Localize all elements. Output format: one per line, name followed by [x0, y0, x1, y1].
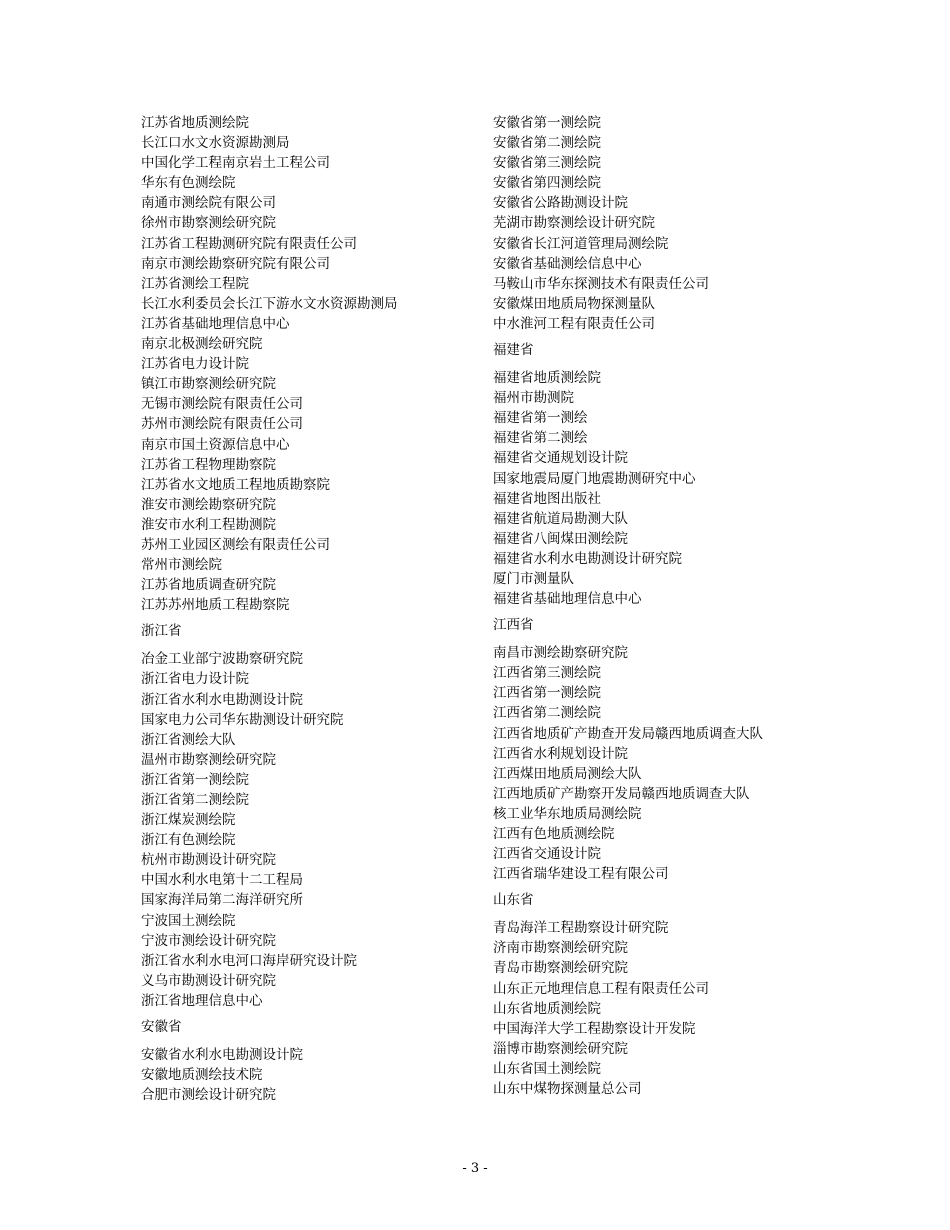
institution-entry: 浙江有色测绘院	[141, 832, 236, 849]
left-column	[141, 113, 541, 1105]
institution-entry: 江苏省水文地质工程地质勘察院	[141, 476, 330, 493]
province-heading: 江西省	[493, 617, 534, 634]
institution-entry: 长江水利委员会长江下游水文水资源勘测局	[141, 295, 398, 312]
institution-entry: 江苏苏州地质工程勘察院	[141, 597, 290, 614]
institution-entry: 冶金工业部宁波勘察研究院	[141, 651, 303, 668]
institution-entry: 福建省航道局勘测大队	[493, 510, 628, 527]
page-number: - 3 -	[462, 1161, 488, 1176]
institution-entry: 江苏省测绘工程院	[141, 275, 249, 292]
institution-entry: 青岛海洋工程勘察设计研究院	[493, 920, 669, 937]
institution-entry: 福建省水利水电勘测设计研究院	[493, 550, 682, 567]
institution-entry: 安徽地质测绘技术院	[141, 1067, 263, 1084]
institution-entry: 福建省基础地理信息中心	[493, 591, 642, 608]
institution-entry: 杭州市勘测设计研究院	[141, 852, 276, 869]
province-section	[141, 1017, 541, 1105]
institution-entry: 江西煤田地质局测绘大队	[493, 765, 642, 782]
institution-entry: 江苏省电力设计院	[141, 356, 249, 373]
institution-entry: 宁波市测绘设计研究院	[141, 932, 276, 949]
institution-entry: 中水淮河工程有限责任公司	[493, 315, 655, 332]
institution-entry: 浙江省地理信息中心	[141, 992, 263, 1009]
institution-entry: 国家地震局厦门地震勘测研究中心	[493, 470, 696, 487]
institution-entry: 江苏省地质调查研究院	[141, 577, 276, 594]
institution-entry: 浙江省电力设计院	[141, 671, 249, 688]
institution-entry: 山东中煤物探测量总公司	[493, 1081, 642, 1098]
institution-entry: 南京市国土资源信息中心	[141, 436, 290, 453]
institution-entry: 福建省地质测绘院	[493, 370, 601, 387]
institution-entry: 安徽省第四测绘院	[493, 175, 601, 192]
institution-entry: 浙江省第二测绘院	[141, 792, 249, 808]
institution-entry: 厦门市测量队	[493, 570, 574, 587]
institution-entry: 镇江市勘察测绘研究院	[141, 376, 276, 393]
institution-entry: 福建省地图出版社	[493, 490, 601, 507]
province-section	[493, 890, 893, 1099]
institution-entry: 江苏省工程物理勘察院	[141, 456, 276, 473]
institution-entry: 江西省交通设计院	[493, 846, 601, 863]
institution-entry: 淮安市测绘勘察研究院	[141, 496, 276, 513]
institution-entry: 义乌市勘测设计研究院	[141, 972, 276, 989]
institution-entry: 芜湖市勘察测绘设计研究院	[493, 215, 655, 232]
institution-entry: 江西有色地质测绘院	[493, 826, 615, 842]
institution-entry: 安徽省第三测绘院	[493, 155, 601, 172]
province-section	[493, 340, 893, 609]
institution-entry: 福建省交通规划设计院	[493, 450, 628, 467]
institution-entry: 浙江省测绘大队	[141, 731, 236, 748]
institution-entry: 浙江省水利水电勘测设计院	[141, 691, 303, 708]
province-section	[493, 113, 893, 334]
institution-entry: 南京北极测绘研究院	[141, 336, 263, 353]
institution-entry: 江苏省工程勘测研究院有限责任公司	[141, 235, 357, 252]
institution-entry: 江西省第二测绘院	[493, 705, 601, 722]
institution-entry: 华东有色测绘院	[141, 175, 236, 192]
institution-entry: 中国化学工程南京岩土工程公司	[141, 155, 330, 172]
institution-entry: 福建省八闽煤田测绘院	[493, 530, 628, 547]
institution-entry: 安徽省公路勘测设计院	[493, 195, 628, 212]
institution-entry: 宁波国土测绘院	[141, 912, 236, 929]
institution-entry: 长江口水文水资源勘测局	[141, 135, 290, 152]
province-section	[141, 113, 541, 615]
institution-entry: 中国海洋大学工程勘察设计开发院	[493, 1020, 696, 1037]
institution-entry: 江西省瑞华建设工程有限公司	[493, 866, 669, 883]
right-column	[493, 113, 893, 1099]
province-heading: 安徽省	[141, 1019, 182, 1036]
institution-entry: 徐州市勘察测绘研究院	[141, 215, 276, 232]
institution-entry: 苏州市测绘院有限责任公司	[141, 416, 303, 433]
institution-entry: 淄博市勘察测绘研究院	[493, 1040, 628, 1057]
institution-entry: 安徽省水利水电勘测设计院	[141, 1047, 303, 1064]
institution-entry: 福建省第一测绘	[493, 410, 588, 427]
institution-entry: 安徽省长江河道管理局测绘院	[493, 235, 669, 252]
institution-entry: 温州市勘察测绘研究院	[141, 751, 276, 768]
institution-entry: 合肥市测绘设计研究院	[141, 1087, 276, 1104]
institution-entry: 淮安市水利工程勘测院	[141, 516, 276, 533]
institution-entry: 安徽省基础测绘信息中心	[493, 255, 642, 272]
institution-entry: 安徽省第二测绘院	[493, 135, 601, 152]
institution-entry: 福建省第二测绘	[493, 430, 588, 447]
institution-entry: 江苏省地质测绘院	[141, 115, 249, 131]
institution-entry: 山东省国土测绘院	[493, 1060, 601, 1077]
institution-entry: 青岛市勘察测绘研究院	[493, 960, 628, 977]
institution-entry: 南昌市测绘勘察研究院	[493, 645, 628, 662]
institution-entry: 江西省地质矿产勘查开发局赣西地质调查大队	[493, 725, 763, 742]
institution-entry: 浙江省水利水电河口海岸研究设计院	[141, 952, 357, 969]
institution-entry: 江西省第一测绘院	[493, 685, 601, 702]
institution-entry: 浙江省第一测绘院	[141, 771, 249, 788]
institution-entry: 南京市测绘勘察研究院有限公司	[141, 255, 330, 272]
institution-entry: 福州市勘测院	[493, 390, 574, 407]
province-section	[141, 621, 541, 1011]
institution-entry: 南通市测绘院有限公司	[141, 195, 276, 212]
institution-entry: 安徽煤田地质局物探测量队	[493, 295, 655, 312]
institution-entry: 常州市测绘院	[141, 557, 222, 574]
institution-entry: 山东正元地理信息工程有限责任公司	[493, 980, 709, 997]
institution-entry: 中国水利水电第十二工程局	[141, 872, 303, 889]
province-heading: 山东省	[493, 892, 534, 909]
institution-entry: 江西省第三测绘院	[493, 665, 601, 682]
institution-entry: 国家电力公司华东勘测设计研究院	[141, 711, 344, 728]
province-heading: 浙江省	[141, 623, 182, 640]
province-heading: 福建省	[493, 342, 534, 359]
institution-entry: 安徽省第一测绘院	[493, 115, 601, 131]
institution-entry: 江西地质矿产勘察开发局赣西地质调查大队	[493, 785, 750, 802]
institution-entry: 江西省水利规划设计院	[493, 745, 628, 762]
institution-entry: 浙江煤炭测绘院	[141, 812, 236, 829]
institution-entry: 苏州工业园区测绘有限责任公司	[141, 536, 330, 553]
institution-entry: 国家海洋局第二海洋研究所	[141, 892, 303, 909]
institution-entry: 核工业华东地质局测绘院	[493, 805, 642, 822]
institution-entry: 江苏省基础地理信息中心	[141, 315, 290, 332]
institution-entry: 无锡市测绘院有限责任公司	[141, 396, 303, 413]
institution-entry: 山东省地质测绘院	[493, 1000, 601, 1017]
institution-entry: 马鞍山市华东探测技术有限责任公司	[493, 275, 709, 292]
province-section	[493, 615, 893, 884]
institution-entry: 济南市勘察测绘研究院	[493, 940, 628, 957]
